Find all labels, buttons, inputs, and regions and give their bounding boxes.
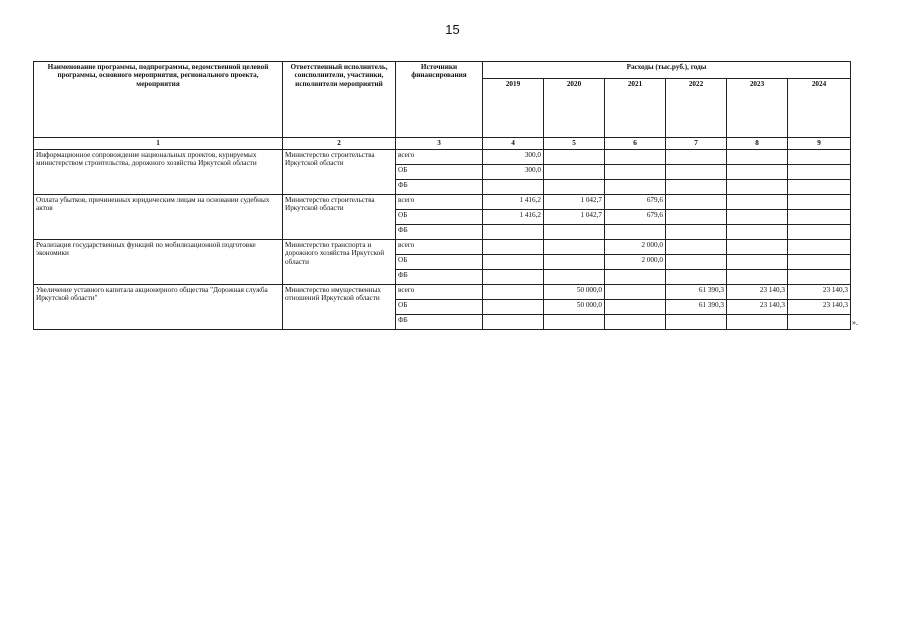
expense-value [483, 255, 544, 270]
measure-executor: Министерство имущественных отношений Иркутской области [283, 285, 396, 330]
expense-value [666, 225, 727, 240]
column-number: 9 [788, 138, 851, 150]
expense-value [666, 210, 727, 225]
measure-executor: Министерство транспорта и дорожного хозяйства Иркутской области [283, 240, 396, 285]
expense-value [727, 180, 788, 195]
column-number: 3 [396, 138, 483, 150]
expense-value [727, 150, 788, 165]
expense-value [483, 225, 544, 240]
funding-source: ФБ [396, 270, 483, 285]
expense-value: 1 042,7 [544, 210, 605, 225]
expense-value [544, 165, 605, 180]
table-row [34, 150, 851, 165]
expense-value: 23 140,3 [788, 285, 851, 300]
funding-source: ОБ [396, 210, 483, 225]
expense-value [666, 240, 727, 255]
funding-source: ФБ [396, 225, 483, 240]
header-expenses: Расходы (тыс.руб.), годы [483, 62, 851, 79]
expense-value [544, 270, 605, 285]
expense-value: 1 042,7 [544, 195, 605, 210]
expense-value [483, 285, 544, 300]
expense-value [605, 315, 666, 330]
expense-value [727, 315, 788, 330]
page-number: 15 [445, 22, 460, 37]
header-year: 2022 [666, 79, 727, 138]
funding-source: ОБ [396, 165, 483, 180]
expense-value [788, 270, 851, 285]
expense-value [544, 225, 605, 240]
funding-source: всего [396, 195, 483, 210]
expense-value: 50 000,0 [544, 285, 605, 300]
column-number: 7 [666, 138, 727, 150]
funding-source: ОБ [396, 300, 483, 315]
expense-value: 61 390,3 [666, 285, 727, 300]
column-number: 1 [34, 138, 283, 150]
expense-value [666, 195, 727, 210]
measure-name: Увеличение уставного капитала акционерного общества "Дорожная служба Иркутской области" [34, 285, 283, 330]
expense-value [788, 180, 851, 195]
expense-value [788, 165, 851, 180]
header-year: 2024 [788, 79, 851, 138]
expense-value [666, 165, 727, 180]
expense-value [544, 240, 605, 255]
expense-value: 50 000,0 [544, 300, 605, 315]
expense-value [666, 315, 727, 330]
header-year: 2023 [727, 79, 788, 138]
expense-value [727, 270, 788, 285]
expense-value [605, 150, 666, 165]
funding-source: всего [396, 240, 483, 255]
expense-value [727, 195, 788, 210]
expense-value [605, 180, 666, 195]
expense-value: 2 000,0 [605, 255, 666, 270]
expense-value [788, 225, 851, 240]
expense-value [605, 165, 666, 180]
measure-name: Реализация государственных функций по мобилизационной подготовке экономики [34, 240, 283, 285]
funding-source: всего [396, 285, 483, 300]
expense-value [727, 255, 788, 270]
expense-value: 1 416,2 [483, 195, 544, 210]
measure-name: Оплата убытков, причиненных юридическим лицам на основании судебных актов [34, 195, 283, 240]
expense-value [666, 150, 727, 165]
column-number: 2 [283, 138, 396, 150]
table-row [34, 240, 851, 255]
column-number: 4 [483, 138, 544, 150]
expense-value: 300,0 [483, 165, 544, 180]
funding-source: ФБ [396, 180, 483, 195]
funding-source: всего [396, 150, 483, 165]
measure-executor: Министерство строительства Иркутской области [283, 195, 396, 240]
funding-source: ОБ [396, 255, 483, 270]
header-executor: Ответственный исполнитель, соисполнители, участники, исполнители мероприятий [283, 62, 396, 138]
expense-value [666, 255, 727, 270]
expense-value: 2 000,0 [605, 240, 666, 255]
measure-executor: Министерство строительства Иркутской области [283, 150, 396, 195]
measure-name: Информационное сопровождение национальных проектов, курируемых министерством строительства, дорожного хозяйства Иркутской области [34, 150, 283, 195]
header-year: 2020 [544, 79, 605, 138]
expense-value [666, 270, 727, 285]
header-source: Источники финансирования [396, 62, 483, 138]
expense-value [727, 240, 788, 255]
table-row [34, 195, 851, 210]
expense-value [788, 255, 851, 270]
expense-value [788, 315, 851, 330]
expense-value [544, 315, 605, 330]
expense-value [727, 165, 788, 180]
expenses-table [33, 61, 851, 330]
closing-quote-mark: ». [852, 318, 858, 327]
expense-value [483, 315, 544, 330]
expense-value: 300,0 [483, 150, 544, 165]
expense-value [483, 240, 544, 255]
expense-value [605, 285, 666, 300]
expense-value [483, 270, 544, 285]
expense-value [788, 240, 851, 255]
expense-value: 1 416,2 [483, 210, 544, 225]
expense-value: 23 140,3 [727, 285, 788, 300]
expense-value [788, 210, 851, 225]
column-number: 8 [727, 138, 788, 150]
header-year: 2019 [483, 79, 544, 138]
expense-value: 679,6 [605, 210, 666, 225]
expense-value [483, 300, 544, 315]
expense-value [605, 270, 666, 285]
header-year: 2021 [605, 79, 666, 138]
expense-value [788, 150, 851, 165]
expense-value: 679,6 [605, 195, 666, 210]
expense-value [605, 225, 666, 240]
header-program: Наименование программы, подпрограммы, ведомственной целевой программы, основного мероприятия, регионального проекта, мероприятия [34, 62, 283, 138]
expense-value [605, 300, 666, 315]
expense-value [666, 180, 727, 195]
expense-value [544, 180, 605, 195]
expense-value: 61 390,3 [666, 300, 727, 315]
expense-value [727, 210, 788, 225]
table-row [34, 285, 851, 300]
column-number: 6 [605, 138, 666, 150]
expense-value: 23 140,3 [788, 300, 851, 315]
expense-value [544, 150, 605, 165]
column-number: 5 [544, 138, 605, 150]
funding-source: ФБ [396, 315, 483, 330]
expense-value [483, 180, 544, 195]
expense-value: 23 140,3 [727, 300, 788, 315]
expense-value [788, 195, 851, 210]
expense-value [727, 225, 788, 240]
expense-value [544, 255, 605, 270]
